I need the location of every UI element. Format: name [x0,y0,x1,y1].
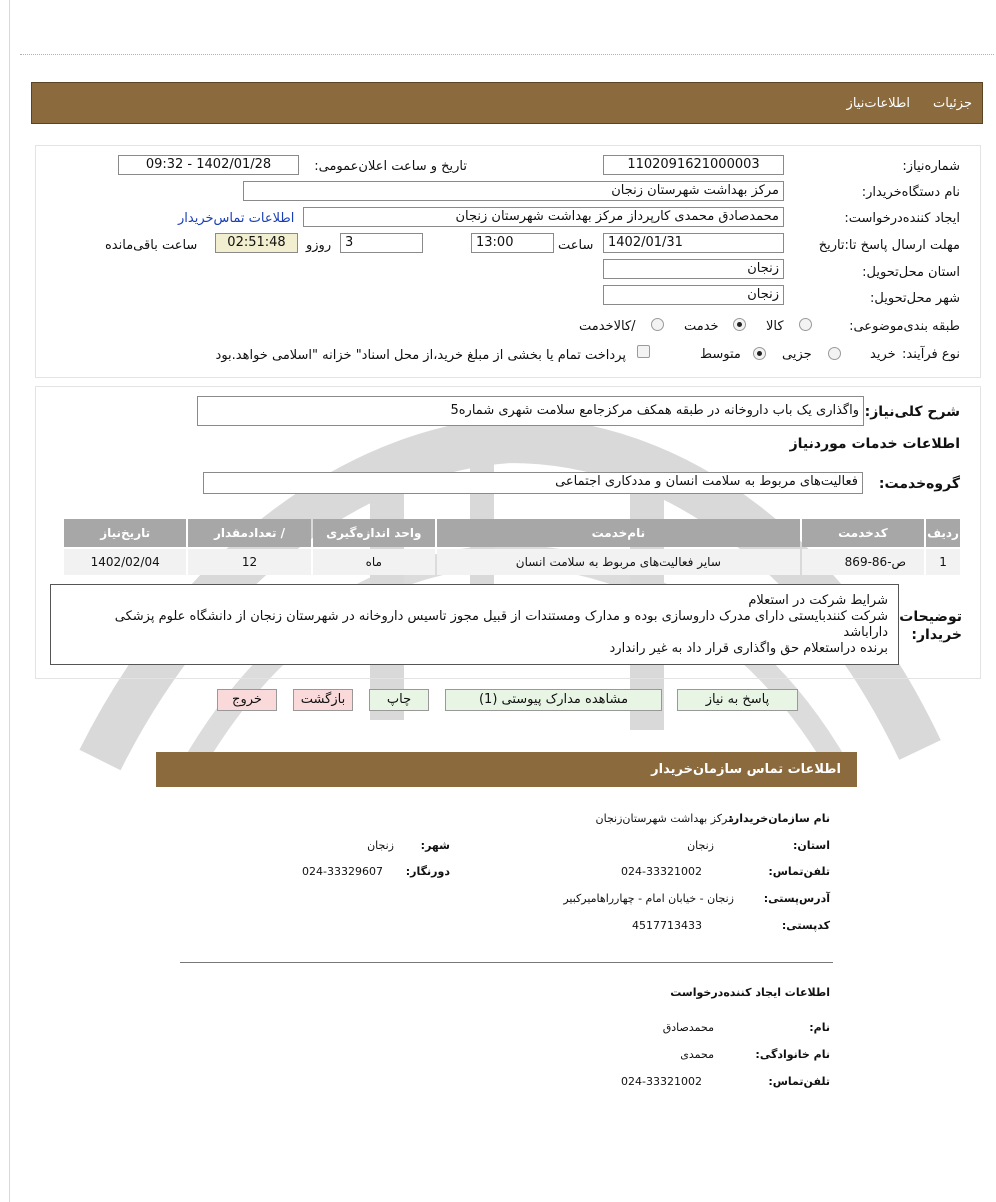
contact-province-value: زنجان [687,839,714,852]
province-label: استان محل‌تحویل: [862,265,960,280]
remaining-time-field: 02:51:48 [215,233,298,253]
contact-phone-label: تلفن‌تماس: [768,865,830,878]
header-bar [31,82,983,124]
process-label: نوع فرآیند: [902,347,960,362]
address-value: زنجان - خیابان امام - چهارراهامیرکبیر [563,892,734,905]
creator-label: ایجاد کننده‌درخواست: [844,211,960,226]
notes-line-4: برنده دراستعلام حق واگذاری قرار داد به غیر راندارد [609,641,888,656]
contact-fax-value: 024-33329607 [302,865,383,878]
back-button[interactable]: بازگشت [293,689,353,711]
service-group-label: گروه‌خدمت: [878,476,960,492]
buyer-contact-heading: اطلاعات تماس سازمان‌خریدار [651,762,841,777]
deadline-label: مهلت ارسال پاسخ تا:تاریخ [818,238,960,253]
creator-phone-value: 024-33321002 [621,1075,702,1088]
notes-line-1: شرایط شرکت در استعلام [748,593,888,608]
table-header-row [64,519,960,547]
radio-medium[interactable] [753,347,766,360]
notes-line-3: داراباشد [843,625,888,640]
postal-code-value: 4517713433 [632,919,702,932]
view-attachments-button[interactable]: مشاهده مدارک پیوستی (1) [445,689,662,711]
table-row [64,549,960,575]
buyer-notes-box [50,584,899,665]
col-header-unit: واحد اندازه‌گیری [313,519,435,547]
need-title-field: واگذاری یک باب داروخانه در طبقه همکف مرکزجامع سلامت شهری شماره5 [197,396,864,426]
services-table [62,517,962,577]
col-header-row-no: ردیف [926,519,960,547]
radio-goods-service[interactable] [651,318,664,331]
dotted-divider [20,54,994,55]
province-field: زنجان [603,259,784,279]
treasury-payment-checkbox[interactable] [637,345,650,358]
print-button[interactable]: چاپ [369,689,429,711]
city-label: شهر محل‌تحویل: [870,291,960,306]
radio-service[interactable] [733,318,746,331]
buyer-notes-label: توضیحات خریدار: [899,609,962,643]
col-header-service-code: کدخدمت [802,519,924,547]
buyer-contact-link[interactable]: اطلاعات تماس‌خریدار [178,211,295,226]
radio-goods[interactable] [799,318,812,331]
category-label: طبقه بندی‌موضوعی: [849,319,960,334]
radio-medium-label: متوسط [700,347,741,362]
cell-unit: ماه [313,549,435,575]
cell-need-date: 1402/02/04 [64,549,186,575]
days-label: روزو [306,238,332,253]
announce-field: 1402/01/28 - 09:32 [118,155,299,175]
contact-city-label: شهر: [420,839,450,852]
need-info-panel [35,145,981,378]
col-header-need-date: تاریخ‌نیاز [64,519,186,547]
buyer-label: نام دستگاه‌خریدار: [861,185,960,200]
creator-name-value: محمدصادق [662,1021,714,1034]
cell-service-code: ص-86-869 [802,549,924,575]
tab-need-info[interactable]: اطلاعات‌نیاز [846,96,910,111]
creator-phone-label: تلفن‌تماس: [768,1075,830,1088]
need-no-field: 1102091621000003 [603,155,784,175]
reply-to-need-button[interactable]: پاسخ به نیاز [677,689,798,711]
need-no-label: شماره‌نیاز: [902,159,960,174]
service-group-field: فعالیت‌های مربوط به سلامت انسان و مددکاری اجتماعی [203,472,863,494]
days-field: 3 [340,233,423,253]
need-title-label: شرح کلی‌نیاز: [864,404,960,420]
col-header-service-name: نام‌خدمت [437,519,800,547]
cell-quantity: 12 [188,549,310,575]
contact-city-value: زنجان [367,839,394,852]
notes-line-2: شرکت کنندبایستی دارای مدرک داروسازی بوده و مدارک ومستندات از قبیل مجوز تاسیس داروخانه در شهرستان زنجان از دانشگاه علوم پزشکی [114,609,888,624]
services-heading: اطلاعات خدمات موردنیاز [789,436,960,452]
creator-family-value: محمدی [680,1048,714,1061]
city-field: زنجان [603,285,784,305]
announce-label: تاریخ و ساعت اعلان‌عمومی: [314,159,467,174]
contact-phone-value: 024-33321002 [621,865,702,878]
process-buy-label: خرید [870,347,896,362]
creator-family-label: نام خانوادگی: [755,1048,830,1061]
address-label: آدرس‌پستی: [763,892,830,905]
cell-row-no: 1 [926,549,960,575]
creator-info-heading: اطلاعات ایجاد کننده‌درخواست [670,986,830,999]
radio-minor-label: جزیی [782,347,812,362]
remaining-label: ساعت باقی‌مانده [105,238,198,253]
radio-minor[interactable] [828,347,841,360]
deadline-date-field: 1402/01/31 [603,233,784,253]
tab-details[interactable]: جزئیات [933,96,972,111]
radio-service-label: خدمت [684,319,719,334]
contact-fax-label: دورنگار: [405,865,450,878]
postal-code-label: کد‌پستی: [781,919,830,932]
treasury-payment-note: پرداخت تمام یا بخشی از مبلغ خرید،از محل اسناد" خزانه "اسلامی خواهد.بود [215,348,626,363]
org-name-value: مرکز بهداشت شهرستان‌زنجان [595,812,734,825]
col-header-quantity: / تعدادمقدار [188,519,310,547]
left-border-line [9,0,10,1202]
contact-divider [180,962,833,963]
deadline-time-field: 13:00 [471,233,554,253]
exit-button[interactable]: خروج [217,689,277,711]
buyer-contact-header [156,752,857,787]
buyer-field: مرکز بهداشت شهرستان زنجان [243,181,784,201]
radio-goods-service-label: /کالاخدمت [579,319,636,334]
time-label: ساعت [558,238,594,253]
cell-service-name: سایر فعالیت‌های مربوط به سلامت انسان [437,549,800,575]
contact-province-label: استان: [793,839,830,852]
radio-goods-label: کالا [766,319,784,334]
org-name-label: نام سازمان‌خریدار: [728,812,830,825]
creator-field: محمدصادق محمدی کارپرداز مرکز بهداشت شهرستان زنجان [303,207,784,227]
creator-name-label: نام: [809,1021,830,1034]
